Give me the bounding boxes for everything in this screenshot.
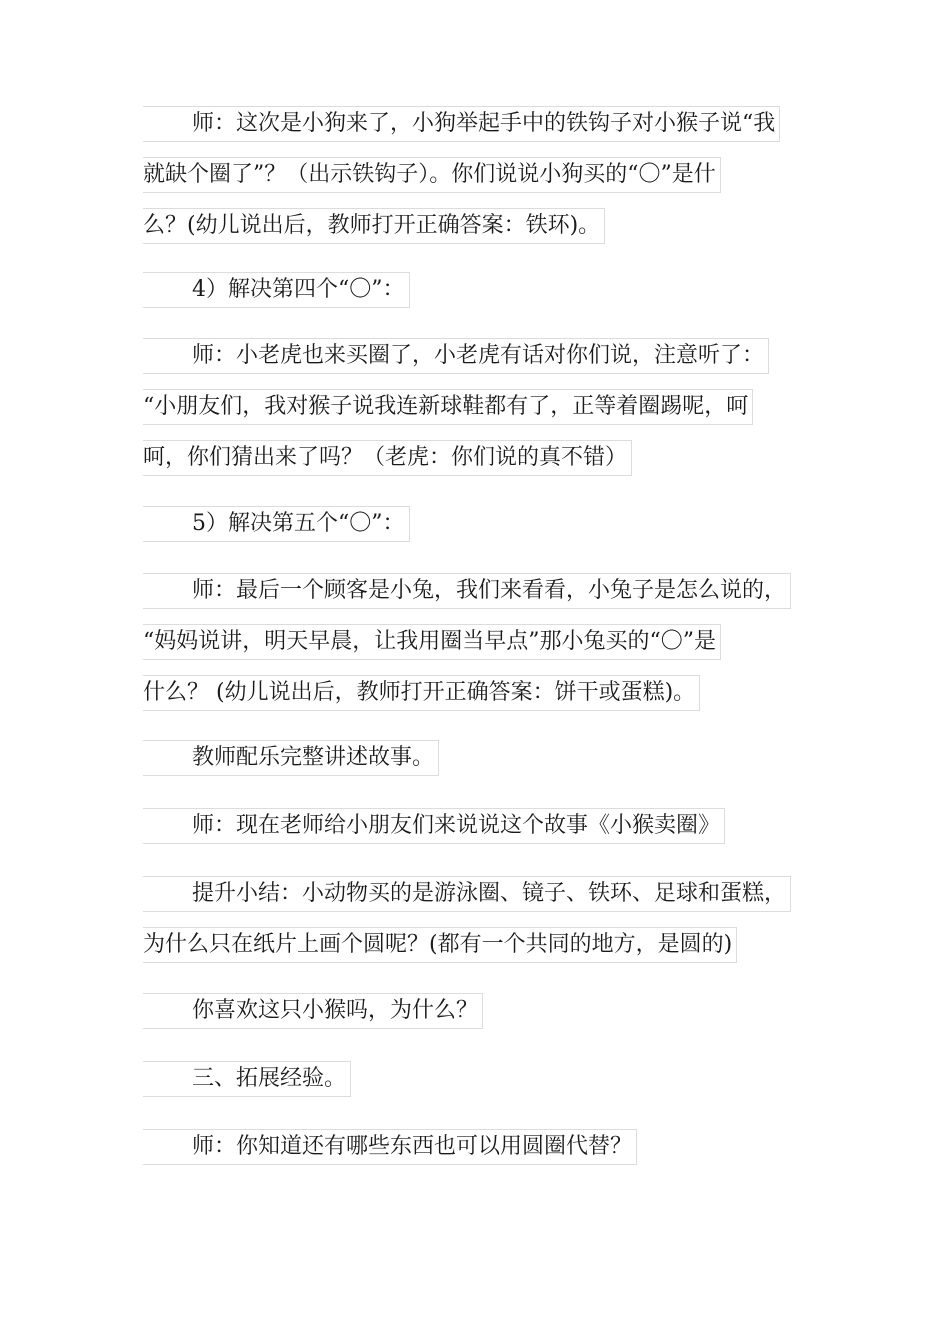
text-line: [143, 498, 813, 549]
text-line: [143, 1053, 813, 1104]
section-heading-extend: [143, 1053, 813, 1104]
text-line-content: 师：现在老师给小朋友们来说说这个故事《小猴卖圈》: [143, 808, 725, 844]
text-line-content: 什么？ (幼儿说出后，教师打开正确答案：饼干或蛋糕)。: [143, 675, 700, 711]
text-line: [143, 985, 813, 1036]
text-line-content: 为什么只在纸片上画个圆呢？(都有一个共同的地方，是圆的): [143, 927, 737, 963]
paragraph-final-question: [143, 1121, 813, 1172]
text-line: [143, 732, 813, 783]
text-line-content: 5）解决第五个“〇”：: [143, 506, 410, 542]
text-line-content: 呵，你们猜出来了吗？（老虎：你们说的真不错）: [143, 440, 632, 476]
text-line-content: 师：小老虎也来买圈了，小老虎有话对你们说，注意听了：: [143, 338, 769, 374]
text-line-content: 师：最后一个顾客是小兔，我们来看看，小兔子是怎么说的，: [143, 573, 791, 609]
paragraph-question: [143, 985, 813, 1036]
paragraph-xiaolaohu: [143, 330, 813, 483]
text-line-content: 么？(幼儿说出后，教师打开正确答案：铁环)。: [143, 208, 605, 244]
paragraph-music-story: [143, 732, 813, 783]
text-line: [143, 565, 813, 616]
paragraph-xiaogou: [143, 98, 813, 251]
text-line-content: 就缺个圈了”？（出示铁钩子）。你们说说小狗买的“〇”是什: [143, 157, 721, 193]
text-line-content: 4）解决第四个“〇”：: [143, 272, 410, 308]
text-line-content: 三、拓展经验。: [143, 1061, 351, 1097]
paragraph-xiaotu: [143, 565, 813, 718]
text-line-content: 教师配乐完整讲述故事。: [143, 740, 439, 776]
text-line-content: 师：你知道还有哪些东西也可以用圆圈代替？: [143, 1129, 637, 1165]
text-line: [143, 432, 813, 483]
paragraph-step-4: [143, 264, 813, 315]
text-line-content: “妈妈说讲，明天早晨，让我用圈当早点”那小兔买的“〇”是: [143, 624, 721, 660]
text-line-content: 提升小结：小动物买的是游泳圈、镜子、铁环、足球和蛋糕，: [143, 876, 791, 912]
text-line: [143, 330, 813, 381]
text-line: [143, 919, 813, 970]
paragraph-summary: [143, 868, 813, 970]
text-line: [143, 98, 813, 149]
text-line-content: 师：这次是小狗来了，小狗举起手中的铁钩子对小猴子说“我: [143, 106, 780, 142]
text-line-content: “小朋友们，我对猴子说我连新球鞋都有了，正等着圈踢呢，呵: [143, 389, 753, 425]
text-line: [143, 667, 813, 718]
text-line: [143, 616, 813, 667]
text-line: [143, 800, 813, 851]
text-line: [143, 381, 813, 432]
text-line: [143, 149, 813, 200]
text-line: [143, 200, 813, 251]
text-line: [143, 1121, 813, 1172]
text-line: [143, 868, 813, 919]
text-line: [143, 264, 813, 315]
text-line-content: 你喜欢这只小猴吗，为什么？: [143, 993, 483, 1029]
paragraph-teacher-story: [143, 800, 813, 851]
paragraph-step-5: [143, 498, 813, 549]
